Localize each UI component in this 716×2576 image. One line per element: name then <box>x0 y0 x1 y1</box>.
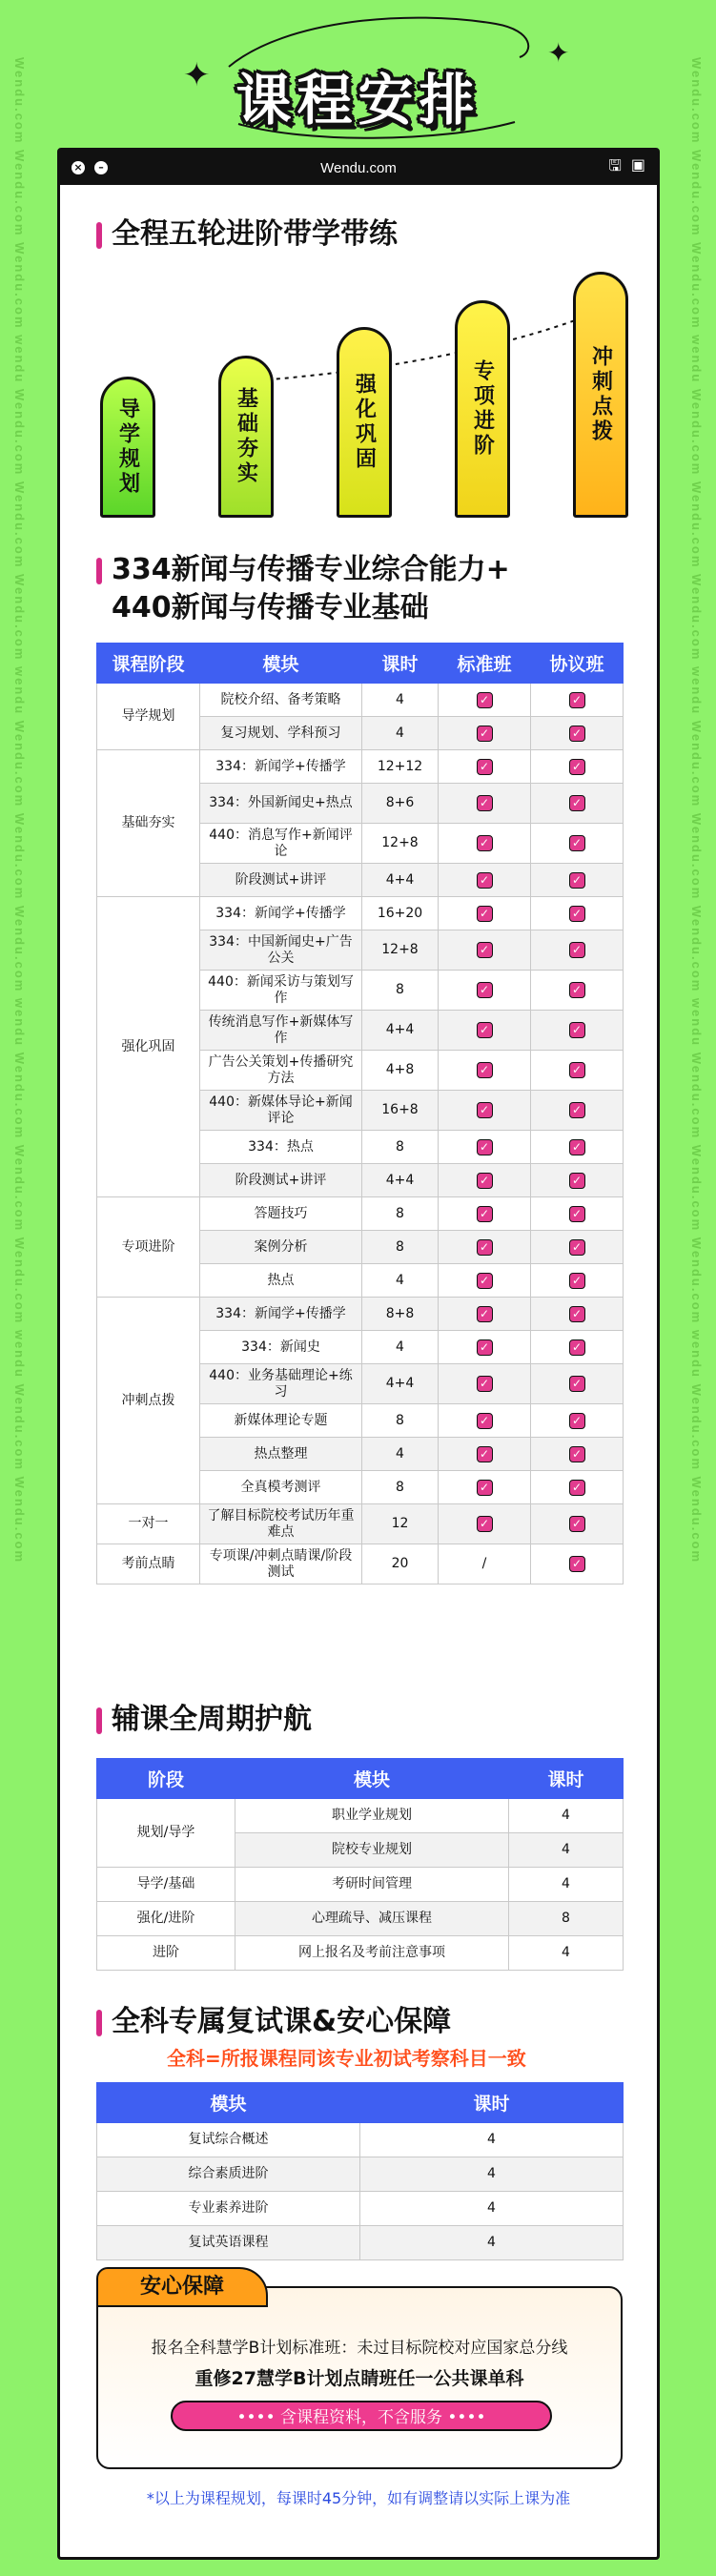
module-cell: 复试综合概述 <box>97 2123 360 2157</box>
hours-cell: 4+4 <box>362 1164 439 1197</box>
check-icon: ✓ <box>477 1446 493 1462</box>
stage-cell: 专项进阶 <box>97 1197 200 1298</box>
cell <box>439 1197 531 1231</box>
check-icon: ✓ <box>569 1556 585 1572</box>
cell: / <box>439 1544 531 1584</box>
sparkle-icon: ✦ <box>547 37 570 69</box>
minimize-icon[interactable]: – <box>94 161 108 174</box>
hours-cell: 4 <box>362 1264 439 1298</box>
cell <box>439 864 531 897</box>
hours-cell: 12+12 <box>362 750 439 784</box>
module-cell: 热点整理 <box>200 1438 362 1471</box>
hours-cell: 4 <box>362 717 439 750</box>
column-header: 阶段 <box>97 1759 235 1799</box>
check-icon: ✓ <box>477 1102 493 1118</box>
check-icon: ✓ <box>569 982 585 998</box>
table-row <box>97 1197 624 1231</box>
growth-arrow-icon <box>234 308 596 384</box>
guarantee-tab: 安心保障 <box>96 2267 268 2307</box>
cell <box>439 1331 531 1364</box>
cell <box>531 717 624 750</box>
check-icon: ✓ <box>477 1413 493 1429</box>
section-title-retest: 全科专属复试课&安心保障 <box>96 2003 451 2041</box>
check-icon: ✓ <box>569 692 585 708</box>
module-cell: 334：热点 <box>200 1131 362 1164</box>
hours-cell: 4 <box>360 2123 624 2157</box>
module-cell: 院校介绍、备考策略 <box>200 684 362 717</box>
table-row <box>97 1544 624 1584</box>
cell <box>531 750 624 784</box>
check-icon: ✓ <box>569 942 585 958</box>
check-icon: ✓ <box>569 1139 585 1155</box>
hours-cell: 8 <box>362 971 439 1011</box>
support-table <box>96 1758 624 1971</box>
check-icon: ✓ <box>477 1206 493 1222</box>
check-icon: ✓ <box>569 726 585 742</box>
column-header: 标准班 <box>439 644 531 684</box>
hours-cell: 4 <box>360 2226 624 2260</box>
module-cell: 全真模考测评 <box>200 1471 362 1504</box>
window-title: Wendu.com <box>320 159 397 176</box>
table-row <box>97 750 624 784</box>
column-header: 课程阶段 <box>97 644 200 684</box>
module-cell: 334：中国新闻史+广告公关 <box>200 930 362 971</box>
module-cell: 热点 <box>200 1264 362 1298</box>
check-icon: ✓ <box>569 795 585 811</box>
module-cell: 440：新闻采访与策划写作 <box>200 971 362 1011</box>
guarantee-pill: •••• 含课程资料，不含服务 •••• <box>171 2401 552 2431</box>
check-icon: ✓ <box>569 759 585 775</box>
table-row <box>97 2123 624 2157</box>
cell <box>531 1231 624 1264</box>
hours-cell: 4 <box>362 684 439 717</box>
cell <box>531 784 624 824</box>
column-header: 模块 <box>235 1759 509 1799</box>
table-row <box>97 1902 624 1936</box>
content-window <box>57 148 660 2560</box>
check-icon: ✓ <box>477 1022 493 1038</box>
section-title-rounds: 全程五轮进阶带学带练 <box>96 215 398 254</box>
section-title-line: 334新闻与传播专业综合能力+ <box>112 553 510 586</box>
stage-cell: 一对一 <box>97 1504 200 1544</box>
hours-cell: 8+6 <box>362 784 439 824</box>
cell <box>531 1298 624 1331</box>
column-header: 模块 <box>200 644 362 684</box>
cell <box>531 930 624 971</box>
cell <box>439 1164 531 1197</box>
cell <box>531 1331 624 1364</box>
cell <box>531 1264 624 1298</box>
check-icon: ✓ <box>569 1446 585 1462</box>
check-icon: ✓ <box>569 1173 585 1189</box>
cell <box>439 897 531 930</box>
cell <box>531 864 624 897</box>
cell <box>531 1091 624 1131</box>
module-cell: 阶段测试+讲评 <box>200 864 362 897</box>
stage-cell: 导学规划 <box>97 684 200 750</box>
check-icon: ✓ <box>477 726 493 742</box>
cell <box>439 930 531 971</box>
table-row <box>97 2192 624 2226</box>
module-cell: 考研时间管理 <box>235 1868 509 1902</box>
check-icon: ✓ <box>477 906 493 922</box>
check-icon: ✓ <box>569 1306 585 1322</box>
hours-cell: 8 <box>362 1131 439 1164</box>
cell <box>439 1231 531 1264</box>
table-row <box>97 1799 624 1833</box>
module-cell: 440：业务基础理论+练习 <box>200 1364 362 1404</box>
stage-cell: 考前点睛 <box>97 1544 200 1584</box>
hours-cell: 8 <box>509 1902 624 1936</box>
cell <box>531 684 624 717</box>
section-title-support: 辅课全周期护航 <box>96 1701 312 1739</box>
column-header: 模块 <box>97 2083 360 2123</box>
check-icon: ✓ <box>569 1376 585 1392</box>
check-icon: ✓ <box>569 1062 585 1078</box>
cell <box>531 1364 624 1404</box>
watermark-left: Wendu.com Wendu.com Wendu.com wendu Wendu.com Wendu.com Wendu.com wendu Wendu.com Wendu.com Wendu.com wendu Wendu.com Wendu.com Wendu.com wendu Wendu.com Wendu.com <box>12 57 27 1564</box>
check-icon: ✓ <box>569 835 585 851</box>
table-row <box>97 1298 624 1331</box>
stage-cell: 规划/导学 <box>97 1799 235 1868</box>
check-icon: ✓ <box>477 759 493 775</box>
module-cell: 334：新闻学+传播学 <box>200 1298 362 1331</box>
check-icon: ✓ <box>477 872 493 889</box>
cell <box>439 1091 531 1131</box>
hours-cell: 4+4 <box>362 864 439 897</box>
module-cell: 答题技巧 <box>200 1197 362 1231</box>
hours-cell: 4 <box>362 1331 439 1364</box>
table-row <box>97 1868 624 1902</box>
window-titlebar <box>60 151 657 185</box>
column-header: 课时 <box>362 644 439 684</box>
check-icon: ✓ <box>569 1480 585 1496</box>
hours-cell: 8 <box>362 1231 439 1264</box>
sparkle-icon: ✦ <box>183 56 211 94</box>
guarantee-line-bold: 重修27慧学B计划点睛班任一公共课单科 <box>194 2368 524 2389</box>
check-icon: ✓ <box>477 692 493 708</box>
column-header: 课时 <box>509 1759 624 1799</box>
hours-cell: 8 <box>362 1197 439 1231</box>
module-cell: 了解目标院校考试历年重难点 <box>200 1504 362 1544</box>
check-icon: ✓ <box>477 1062 493 1078</box>
retest-table <box>96 2082 624 2260</box>
close-icon[interactable]: × <box>72 161 85 174</box>
module-cell: 440：消息写作+新闻评论 <box>200 824 362 864</box>
guarantee-box <box>96 2275 623 2469</box>
hours-cell: 4 <box>360 2192 624 2226</box>
cell <box>439 824 531 864</box>
cell <box>531 1438 624 1471</box>
cell <box>439 717 531 750</box>
hours-cell: 16+20 <box>362 897 439 930</box>
stage-pillar: 基础夯实 <box>218 356 274 518</box>
module-cell: 专业素养进阶 <box>97 2192 360 2226</box>
section-subtitle: 全科=所报课程同该专业初试考察科目一致 <box>167 2047 526 2070</box>
module-cell: 院校专业规划 <box>235 1833 509 1868</box>
cell <box>439 1404 531 1438</box>
hours-cell: 4 <box>360 2157 624 2192</box>
module-cell: 新媒体理论专题 <box>200 1404 362 1438</box>
stage-cell: 强化巩固 <box>97 897 200 1197</box>
cell <box>439 1364 531 1404</box>
check-icon: ✓ <box>569 1102 585 1118</box>
check-icon: ✓ <box>477 795 493 811</box>
module-cell: 网上报名及考前注意事项 <box>235 1936 509 1971</box>
hours-cell: 4 <box>362 1438 439 1471</box>
check-icon: ✓ <box>477 982 493 998</box>
module-cell: 334：外国新闻史+热点 <box>200 784 362 824</box>
module-cell: 334：新闻史 <box>200 1331 362 1364</box>
cell <box>531 1164 624 1197</box>
cell <box>531 1504 624 1544</box>
module-cell: 复习规划、学科预习 <box>200 717 362 750</box>
cell <box>531 1404 624 1438</box>
stage-cell: 导学/基础 <box>97 1868 235 1902</box>
hours-cell: 4 <box>509 1833 624 1868</box>
hours-cell: 12 <box>362 1504 439 1544</box>
section-title-line: 440新闻与传播专业基础 <box>112 591 429 624</box>
hours-cell: 4+4 <box>362 1011 439 1051</box>
check-icon: ✓ <box>569 1339 585 1356</box>
stage-pillar: 专项进阶 <box>455 300 510 518</box>
hours-cell: 16+8 <box>362 1091 439 1131</box>
column-header: 协议班 <box>531 644 624 684</box>
course-schedule-table <box>96 643 624 1584</box>
check-icon: ✓ <box>569 906 585 922</box>
cell <box>439 784 531 824</box>
stage-pillars <box>100 270 634 518</box>
table-row <box>97 684 624 717</box>
stage-pillar: 导学规划 <box>100 377 155 518</box>
hours-cell: 8 <box>362 1471 439 1504</box>
module-cell: 334：新闻学+传播学 <box>200 750 362 784</box>
watermark-right: Wendu.com Wendu.com Wendu.com wendu Wendu.com Wendu.com Wendu.com wendu Wendu.com Wendu.com Wendu.com wendu Wendu.com Wendu.com Wendu.com wendu Wendu.com Wendu.com <box>689 57 704 1564</box>
module-cell: 440：新媒体导论+新闻评论 <box>200 1091 362 1131</box>
module-cell: 334：新闻学+传播学 <box>200 897 362 930</box>
hours-cell: 4+4 <box>362 1364 439 1404</box>
module-cell: 广告公关策划+传播研究方法 <box>200 1051 362 1091</box>
cell <box>531 1471 624 1504</box>
header <box>0 0 716 153</box>
hours-cell: 8+8 <box>362 1298 439 1331</box>
table-row <box>97 1504 624 1544</box>
stage-cell: 强化/进阶 <box>97 1902 235 1936</box>
cell <box>439 1471 531 1504</box>
hours-cell: 4+8 <box>362 1051 439 1091</box>
stage-pillar: 强化巩固 <box>337 327 392 518</box>
module-cell: 心理疏导、减压课程 <box>235 1902 509 1936</box>
stage-pillar: 冲刺点拨 <box>573 272 628 518</box>
cell <box>439 1264 531 1298</box>
check-icon: ✓ <box>477 1376 493 1392</box>
cell <box>439 750 531 784</box>
check-icon: ✓ <box>477 1239 493 1256</box>
hours-cell: 8 <box>362 1404 439 1438</box>
page-title: 课程安排 <box>235 68 481 133</box>
stage-cell: 进阶 <box>97 1936 235 1971</box>
cell <box>531 1051 624 1091</box>
module-cell: 传统消息写作+新媒体写作 <box>200 1011 362 1051</box>
check-icon: ✓ <box>569 1273 585 1289</box>
table-row <box>97 1936 624 1971</box>
cell <box>531 1131 624 1164</box>
image-icon[interactable]: ▣ <box>630 154 645 174</box>
check-icon: ✓ <box>477 1139 493 1155</box>
check-icon: ✓ <box>569 1206 585 1222</box>
hours-cell: 12+8 <box>362 824 439 864</box>
hours-cell: 12+8 <box>362 930 439 971</box>
cell <box>439 971 531 1011</box>
check-icon: ✓ <box>569 872 585 889</box>
cell <box>439 1438 531 1471</box>
stage-cell: 冲刺点拨 <box>97 1298 200 1504</box>
table-row <box>97 897 624 930</box>
cell <box>439 1051 531 1091</box>
cell <box>439 1131 531 1164</box>
check-icon: ✓ <box>477 1516 493 1532</box>
table-row <box>97 2157 624 2192</box>
module-cell: 阶段测试+讲评 <box>200 1164 362 1197</box>
check-icon: ✓ <box>477 942 493 958</box>
cell <box>531 897 624 930</box>
footnote: *以上为课程规划，每课时45分钟，如有调整请以实际上课为准 <box>146 2489 571 2507</box>
check-icon: ✓ <box>477 1306 493 1322</box>
cell <box>531 1011 624 1051</box>
module-cell: 复试英语课程 <box>97 2226 360 2260</box>
module-cell: 专项课/冲刺点睛课/阶段测试 <box>200 1544 362 1584</box>
module-cell: 综合素质进阶 <box>97 2157 360 2192</box>
section-title-course <box>96 551 510 627</box>
check-icon: ✓ <box>569 1516 585 1532</box>
hours-cell: 20 <box>362 1544 439 1584</box>
hours-cell: 4 <box>509 1936 624 1971</box>
cell <box>439 1504 531 1544</box>
check-icon: ✓ <box>569 1022 585 1038</box>
check-icon: ✓ <box>477 1339 493 1356</box>
cell <box>531 824 624 864</box>
cell <box>531 1197 624 1231</box>
check-icon: ✓ <box>569 1239 585 1256</box>
check-icon: ✓ <box>569 1413 585 1429</box>
check-icon: ✓ <box>477 1480 493 1496</box>
stage-cell: 基础夯实 <box>97 750 200 897</box>
cell <box>439 684 531 717</box>
cell <box>531 971 624 1011</box>
cell <box>439 1298 531 1331</box>
check-icon: ✓ <box>477 835 493 851</box>
hours-cell: 4 <box>509 1868 624 1902</box>
guarantee-line: 报名全科慧学B计划标准班：未过目标院校对应国家总分线 <box>151 2339 568 2358</box>
save-icon[interactable]: 🖫 <box>608 155 622 174</box>
module-cell: 职业学业规划 <box>235 1799 509 1833</box>
cell <box>439 1011 531 1051</box>
check-icon: ✓ <box>477 1173 493 1189</box>
cell <box>531 1544 624 1584</box>
hours-cell: 4 <box>509 1799 624 1833</box>
table-row <box>97 2226 624 2260</box>
module-cell: 案例分析 <box>200 1231 362 1264</box>
check-icon: ✓ <box>477 1273 493 1289</box>
column-header: 课时 <box>360 2083 624 2123</box>
